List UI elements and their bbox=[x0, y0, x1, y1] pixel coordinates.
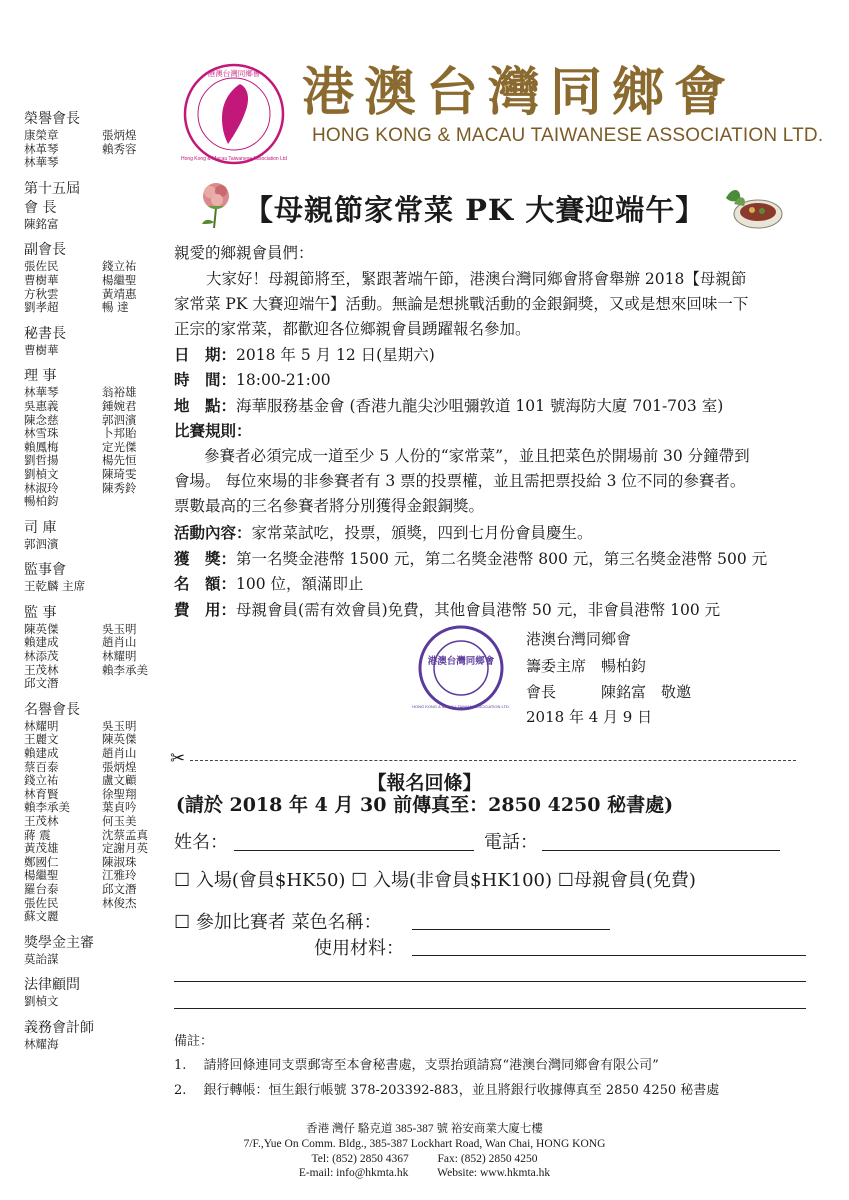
time-row bbox=[174, 370, 331, 390]
sidebar-person-name: 賴鳳梅 bbox=[24, 439, 59, 454]
sidebar-person-name: 吳惠義 bbox=[24, 398, 59, 413]
sidebar-person-name: 林添茂 bbox=[24, 649, 59, 664]
sidebar-person-name: 江雅玲 bbox=[102, 868, 137, 883]
dish-name-label: 菜色名稱： bbox=[291, 912, 382, 933]
sidebar-section bbox=[24, 1019, 169, 1052]
sidebar-person-name: 劉楨文 bbox=[24, 994, 59, 1009]
sidebar-person-name: 楊先恒 bbox=[102, 453, 137, 468]
content-label: 活動內容： bbox=[174, 523, 252, 542]
admission-options bbox=[174, 866, 696, 892]
sidebar-name-list bbox=[24, 538, 169, 552]
quota-label: 名 額： bbox=[174, 574, 237, 593]
footer-email: E-mail: info@hkmta.hk bbox=[298, 1167, 409, 1179]
prize-value: 第一名獎金港幣 1500 元，第二名獎金港幣 800 元，第三名獎金港幣 500 元 bbox=[236, 550, 768, 568]
logo-ring-text: Hong Kong & Macau Taiwanese Association Ltd bbox=[180, 156, 288, 162]
sidebar-person-name: 劉哲揚 bbox=[24, 453, 59, 468]
sidebar-person-name: 林俊杰 bbox=[102, 895, 137, 910]
sidebar-name-list bbox=[24, 129, 169, 170]
signature-org: 港澳台灣同鄉會 bbox=[526, 630, 632, 648]
sidebar-person-name: 鄭國仁 bbox=[24, 854, 59, 869]
dish-name-field[interactable] bbox=[412, 929, 610, 930]
place-label: 地 點： bbox=[174, 396, 237, 415]
sidebar-person-name: 暢 達 bbox=[102, 300, 129, 315]
sidebar-person-name: 林華琴 bbox=[24, 385, 59, 400]
name-field[interactable] bbox=[234, 850, 474, 851]
rules-line: 票數最高的三名參賽者將分別獲得金銀銅獎。 bbox=[174, 497, 485, 515]
sidebar-person-name: 林華琴 bbox=[24, 155, 59, 170]
sidebar-name-list bbox=[24, 623, 169, 691]
sidebar-person-name: 楊繼聖 bbox=[24, 868, 59, 883]
cut-line bbox=[190, 760, 796, 761]
mother-checkbox[interactable]: ☐ bbox=[557, 870, 574, 891]
nonmember-option-label: 入場(非會員$HK100) bbox=[373, 870, 553, 891]
content-value: 家常菜試吃，投票，頒獎，四到七月份會員慶生。 bbox=[251, 524, 593, 542]
sidebar-person-name: 方秋雲 bbox=[24, 286, 59, 301]
materials-label: 使用材料： bbox=[314, 938, 404, 959]
sidebar-section-title: 獎學金主審 bbox=[24, 934, 94, 951]
rules-line: 參賽者必須完成一道至少 5 人份的“家常菜”，並且把菜色於開場前 30 分鐘帶到 bbox=[204, 447, 750, 465]
sidebar-person-name: 蘇文麗 bbox=[24, 909, 59, 924]
intro-line: 家常菜 PK 大賽迎端午】活動。無論是想挑戰活動的金銀銅獎，又或是想來回味一下 bbox=[174, 295, 749, 313]
sidebar-person-name: 林雪珠 bbox=[24, 426, 59, 441]
sidebar-section-title: 秘書長 bbox=[24, 325, 66, 342]
sidebar-person-name: 林淑玲 bbox=[24, 480, 59, 495]
materials-field-line[interactable] bbox=[174, 981, 806, 982]
sidebar-person-name: 吳玉明 bbox=[102, 621, 137, 636]
sidebar-section bbox=[24, 934, 169, 967]
prize-label: 獲 獎： bbox=[174, 549, 237, 568]
sidebar-person-name: 趙肖山 bbox=[102, 635, 137, 650]
sidebar-section bbox=[24, 367, 169, 508]
intro-line: 正宗的家常菜，都歡迎各位鄉親會員踴躍報名參加。 bbox=[174, 320, 531, 338]
logo-top-text: 港澳台灣同鄉會 bbox=[207, 69, 261, 78]
sidebar-name-list bbox=[24, 260, 169, 314]
quota-row bbox=[174, 574, 364, 594]
sidebar-section-title: 理 事 bbox=[24, 368, 57, 385]
sidebar-person-name: 翁裕雄 bbox=[102, 385, 137, 400]
seal-ring-text: HONG KONG & MACAU TAIWAN ASSOCIATION LTD. bbox=[412, 704, 510, 709]
place-row bbox=[174, 396, 723, 416]
sidebar-person-name: 陳英傑 bbox=[24, 621, 59, 636]
sidebar-person-name: 莫詒謀 bbox=[24, 951, 59, 966]
sidebar-person-name: 張炳煌 bbox=[102, 759, 137, 774]
sidebar-person-name: 邱文潛 bbox=[24, 676, 59, 691]
sidebar-section-subtitle: 會 長 bbox=[24, 199, 57, 216]
prize-row bbox=[174, 549, 767, 569]
sidebar-person-name: 王乾麟 主席 bbox=[24, 579, 86, 594]
sidebar-section bbox=[24, 241, 169, 314]
intro-line: 大家好！母親節將至，緊跟著端午節，港澳台灣同鄉會將會舉辦 2018【母親節 bbox=[206, 270, 747, 288]
footer-web-line bbox=[0, 1166, 849, 1180]
sidebar-person-name: 趙肖山 bbox=[102, 746, 137, 761]
sidebar-section bbox=[24, 180, 169, 232]
sidebar-section-title: 副會長 bbox=[24, 242, 66, 259]
time-label: 時 間： bbox=[174, 370, 237, 389]
phone-field[interactable] bbox=[542, 850, 780, 851]
sidebar-person-name: 陳念慈 bbox=[24, 412, 59, 427]
seal-text: 港澳台灣同鄉會 bbox=[427, 656, 495, 667]
sidebar-person-name: 張佐民 bbox=[24, 259, 59, 274]
fee-value: 母親會員(需有效會員)免費，其他會員港幣 50 元，非會員港幣 100 元 bbox=[236, 601, 721, 619]
event-title: 【母親節家常菜 PK 大賽迎端午】 bbox=[244, 193, 706, 227]
phone-label: 電話： bbox=[484, 832, 538, 853]
sidebar-officers bbox=[24, 110, 169, 1062]
date-label: 日 期： bbox=[174, 345, 237, 364]
sidebar-section-title: 監 事 bbox=[24, 604, 57, 621]
sidebar-person-name: 賴李承美 bbox=[24, 800, 70, 815]
sidebar-person-name: 張炳煌 bbox=[102, 128, 137, 142]
sidebar-section-title: 名譽會長 bbox=[24, 701, 80, 718]
sidebar-person-name: 蔣 震 bbox=[24, 827, 51, 842]
sidebar-person-name: 盧文顧 bbox=[102, 773, 137, 788]
sidebar-person-name: 黃靖惠 bbox=[102, 286, 137, 301]
sidebar-name-list bbox=[24, 995, 169, 1009]
sidebar-person-name: 黃茂雄 bbox=[24, 841, 59, 856]
note-item: 2. 銀行轉帳：恒生銀行帳號 378-203392-883，並且將銀行收據傳真至 2850 4250 秘書處 bbox=[174, 1083, 720, 1098]
sidebar-person-name: 陳淑珠 bbox=[102, 854, 137, 869]
fee-row bbox=[174, 600, 720, 620]
sidebar-person-name: 陳英傑 bbox=[102, 732, 137, 747]
rules-label: 比賽規則： bbox=[174, 421, 252, 440]
reply-form-subtitle: (請於 2018 年 4 月 30 前傳真至：2850 4250 秘書處) bbox=[175, 794, 674, 816]
notes-title: 備註： bbox=[174, 1034, 214, 1049]
sidebar-person-name: 王茂林 bbox=[24, 662, 59, 677]
association-logo bbox=[182, 62, 286, 166]
sidebar-section bbox=[24, 110, 169, 170]
materials-field[interactable] bbox=[412, 955, 806, 956]
sidebar-name-list bbox=[24, 580, 169, 594]
scissors-icon: ✂ bbox=[170, 748, 186, 769]
materials-field-line[interactable] bbox=[174, 1008, 806, 1009]
sidebar-person-name: 王麗文 bbox=[24, 732, 59, 747]
member-checkbox[interactable]: ☐ bbox=[174, 870, 191, 891]
sidebar-section-title: 法律顧問 bbox=[24, 977, 80, 994]
footer-contact-line bbox=[0, 1152, 849, 1166]
sidebar-person-name: 郭泗濱 bbox=[24, 536, 59, 551]
sidebar-person-name: 賴李承美 bbox=[102, 662, 148, 677]
time-value: 18:00-21:00 bbox=[236, 371, 331, 389]
sidebar-person-name: 陳琦雯 bbox=[102, 466, 137, 481]
sidebar-section bbox=[24, 561, 169, 594]
sidebar-name-list bbox=[24, 720, 169, 924]
place-value: 海華服務基金會 (香港九龍尖沙咀彌敦道 101 號海防大廈 701-703 室) bbox=[236, 397, 724, 415]
sidebar-person-name: 劉孝超 bbox=[24, 300, 59, 315]
sidebar-person-name: 暢柏鈞 bbox=[24, 494, 59, 509]
sidebar-person-name: 林革琴 bbox=[24, 141, 59, 156]
dish-icon bbox=[722, 180, 784, 232]
sidebar-person-name: 賴建成 bbox=[24, 635, 59, 650]
footer-address-cn: 香港 灣仔 駱克道 385-387 號 裕安商業大廈七樓 bbox=[306, 1123, 543, 1135]
sidebar-section bbox=[24, 325, 169, 358]
signature-date: 2018 年 4 月 9 日 bbox=[526, 708, 653, 726]
sidebar-person-name: 林耀明 bbox=[24, 718, 59, 733]
participant-row bbox=[174, 908, 382, 934]
sidebar-person-name: 鍾婉君 bbox=[102, 398, 137, 413]
sidebar-person-name: 吳玉明 bbox=[102, 718, 137, 733]
greeting: 親愛的鄉親會員們： bbox=[174, 244, 314, 262]
mother-option-label: 母親會員(免費) bbox=[573, 870, 696, 891]
sidebar-section bbox=[24, 519, 169, 552]
sidebar-section bbox=[24, 976, 169, 1009]
org-name-chinese: 港澳台灣同鄉會 bbox=[302, 62, 737, 123]
sidebar-person-name: 林耀海 bbox=[24, 1036, 59, 1051]
date-row bbox=[174, 345, 435, 365]
sidebar-name-list bbox=[24, 1038, 169, 1052]
sidebar-section-title: 監事會 bbox=[24, 562, 66, 579]
footer-website: Website: www.hkmta.hk bbox=[437, 1167, 551, 1179]
sidebar-person-name: 邱文潛 bbox=[102, 881, 137, 896]
sidebar-person-name: 康榮章 bbox=[24, 128, 59, 142]
sidebar-person-name: 定光傑 bbox=[102, 439, 137, 454]
sidebar-person-name: 陳銘富 bbox=[24, 216, 59, 231]
sidebar-name-list bbox=[24, 953, 169, 967]
sidebar-person-name: 楊繼聖 bbox=[102, 272, 137, 287]
sidebar-section bbox=[24, 604, 169, 691]
sidebar-person-name: 賴建成 bbox=[24, 746, 59, 761]
sidebar-section-title: 司 庫 bbox=[24, 519, 57, 536]
sidebar-person-name: 錢立祐 bbox=[102, 259, 137, 274]
sidebar-person-name: 羅台泰 bbox=[24, 881, 59, 896]
sidebar-person-name: 曹樹華 bbox=[24, 272, 59, 287]
sidebar-person-name: 王茂林 bbox=[24, 814, 59, 828]
sidebar-person-name: 錢立祐 bbox=[24, 773, 59, 788]
sidebar-name-list bbox=[24, 218, 169, 232]
sidebar-person-name: 葉貞吟 bbox=[102, 800, 137, 815]
footer-address-en: 7/F.,Yue On Comm. Bldg., 385-387 Lockhart Road, Wan Chai, HONG KONG bbox=[243, 1138, 606, 1150]
member-option-label: 入場(會員$HK50) bbox=[195, 870, 346, 891]
fee-label: 費 用： bbox=[174, 600, 237, 619]
sidebar-person-name: 何玉美 bbox=[102, 814, 137, 828]
sidebar-person-name: 林育賢 bbox=[24, 786, 59, 801]
org-name-english: HONG KONG & MACAU TAIWANESE ASSOCIATION LTD. bbox=[312, 125, 824, 146]
sidebar-name-list bbox=[24, 344, 169, 358]
name-label: 姓名： bbox=[174, 832, 228, 853]
sidebar-section-title: 第十五屆 bbox=[24, 180, 80, 197]
participant-checkbox[interactable]: ☐ bbox=[174, 912, 191, 933]
signature-committee: 籌委主席 暢柏鈞 bbox=[526, 657, 647, 675]
date-value: 2018 年 5 月 12 日(星期六) bbox=[236, 346, 435, 364]
sidebar-person-name: 曹樹華 bbox=[24, 342, 59, 357]
sidebar-person-name: 張佐民 bbox=[24, 895, 59, 910]
signature-president: 會長 陳銘富 敬邀 bbox=[526, 683, 692, 701]
sidebar-section-title: 榮譽會長 bbox=[24, 111, 80, 127]
sidebar-person-name: 陳秀鈴 bbox=[102, 480, 137, 495]
rules-line: 會場。 每位來場的非參賽者有 3 票的投票權，並且需把票投給 3 位不同的參賽者。 bbox=[174, 472, 746, 490]
sidebar-person-name: 沈蔡孟真 bbox=[102, 827, 148, 842]
sidebar-person-name: 林耀明 bbox=[102, 649, 137, 664]
footer-fax: Fax: (852) 2850 4250 bbox=[437, 1153, 538, 1165]
sidebar-person-name: 卜邦貽 bbox=[102, 426, 137, 441]
sidebar-name-list bbox=[24, 386, 169, 508]
sidebar-person-name: 賴秀容 bbox=[102, 141, 137, 156]
nonmember-checkbox[interactable]: ☐ bbox=[351, 870, 368, 891]
quota-value: 100 位，額滿即止 bbox=[236, 575, 364, 593]
sidebar-section-title: 義務會計師 bbox=[24, 1019, 94, 1036]
carnation-icon bbox=[190, 178, 242, 230]
footer-tel: Tel: (852) 2850 4367 bbox=[311, 1153, 409, 1165]
reply-form-title: 【報名回條】 bbox=[367, 772, 482, 794]
sidebar-person-name: 劉楨文 bbox=[24, 466, 59, 481]
note-item: 1. 請將回條連同支票郵寄至本會秘書處，支票抬頭請寫“港澳台灣同鄉會有限公司” bbox=[174, 1058, 659, 1073]
participant-label: 參加比賽者 bbox=[195, 912, 286, 933]
sidebar-person-name: 徐聖翔 bbox=[102, 786, 137, 801]
association-seal bbox=[412, 624, 510, 712]
content-row bbox=[174, 523, 593, 543]
sidebar-person-name: 定謝月英 bbox=[102, 841, 148, 856]
sidebar-person-name: 郭泗濱 bbox=[102, 412, 137, 427]
sidebar-person-name: 蔡百泰 bbox=[24, 759, 59, 774]
